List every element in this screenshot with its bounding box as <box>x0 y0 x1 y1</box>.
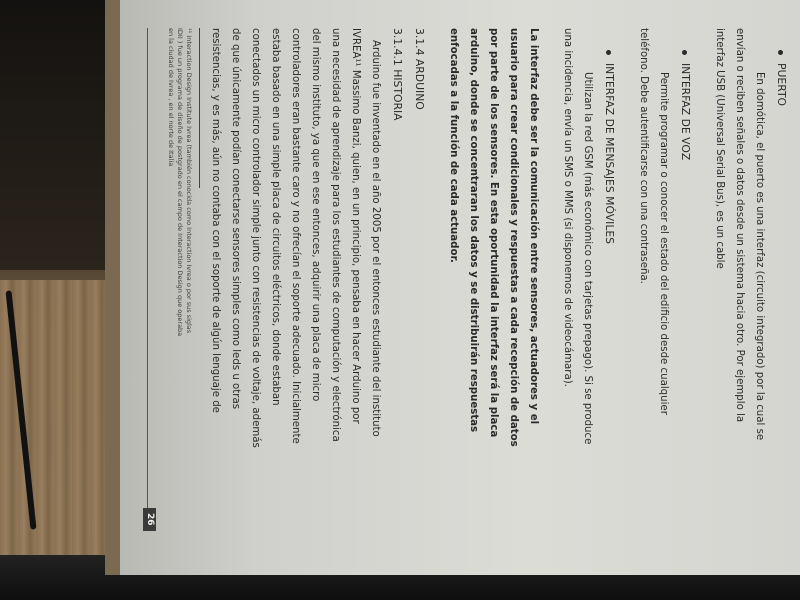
bold-paragraph-line: arduino, donde se concentraran los datos y se distribuirán respuestas <box>468 28 479 433</box>
subsection-heading: 3.1.4.1 HISTORIA <box>391 28 404 121</box>
section-heading: 3.1.4 ARDUINO <box>413 28 426 110</box>
paragraph-line: del mismo instituto, ya que en ese entonces, adquirir una placa de micro <box>310 28 321 402</box>
bold-paragraph-line: La interfaz debe ser la comunicación entre sensores, actuadores y el <box>528 28 539 425</box>
paragraph-line: conectados un micro controlador simple junto con resistencias de voltaje, además <box>250 28 261 448</box>
bottom-rule <box>147 28 148 508</box>
footnote-divider <box>199 28 200 188</box>
paragraph-line: Arduino fue inventado en el año 2005 por el entonces estudiante del instituto <box>370 40 381 437</box>
paragraph-line: envían o reciben señales o datos desde un sistema hacia otro. Por ejemplo la <box>734 28 745 423</box>
bullet-icon <box>607 50 612 55</box>
heading-interfaz-mensajes: INTERFAZ DE MENSAJES MÓVILES <box>603 50 614 244</box>
paragraph-line: una necesidad de aprendizaje para los estudiantes de computación y electrónica <box>330 28 341 442</box>
bullet-icon <box>779 50 784 55</box>
footnote-line: IDII ) fue un programa de diseño de postgrado en el campo de Interaction Design que operaba <box>176 28 184 337</box>
paragraph-line: una incidencia, envía un SMS o MMS (si disponemos de videocámara). <box>562 28 573 387</box>
heading-interfaz-voz: INTERFAZ DE VOZ <box>679 50 690 160</box>
paragraph-line: estaba basado en una simple placa de circuitos eléctricos, donde estaban <box>270 28 281 406</box>
footnote-line: ¹¹ Interaction Design Institute Ivrea (también conocida como Interaction Ivrea o por sus siglas <box>185 28 193 334</box>
paragraph-line: de que únicamente podían conectarse sensores simples como leds u otras <box>230 28 241 409</box>
bold-paragraph-line: usuario para crear condicionales y respuestas a cada recepción de datos <box>508 28 519 447</box>
paragraph-line: resistencias, y es más, aún no contaba con el soporte de algún lenguaje de <box>210 28 221 413</box>
bold-paragraph-line: enfocadas a la función de cada actuador. <box>448 28 459 263</box>
paragraph-line: Permite programar o conocer el estado del edificio desde cualquier <box>658 72 669 415</box>
page-text <box>120 0 800 575</box>
paragraph-line: Utilizan la red GSM (más económico con tarjetas prepago). Si se produce <box>582 72 593 445</box>
footnote-line: en la ciudad de Ivrea , en el norte de Italia <box>167 28 175 167</box>
paragraph-line: interfaz USB (Universal Serial Bus), es un cable <box>714 28 725 269</box>
page-number: 26 <box>143 508 156 531</box>
bold-paragraph-line: por parte de los sensores. En esta oportunidad la interfaz será la placa <box>488 28 499 438</box>
paragraph-line: En domótica, el puerto es una interfaz (circuito integrado) por la cual se <box>754 72 765 441</box>
dark-background-corner <box>0 0 120 270</box>
printed-page <box>120 0 800 575</box>
heading-puerto: PUERTO <box>775 50 786 106</box>
paragraph-line: controladores eran bastante caro y no ofrecían el soporte adecuado. Inicialmente <box>290 28 301 444</box>
paragraph-line: IVREA¹¹ Massimo Banzi, quien, en un principio, pensaba en hacer Arduino por <box>350 28 361 424</box>
paragraph-line: teléfono. Debe autentificarse con una contraseña. <box>638 28 649 284</box>
wooden-surface <box>0 280 120 560</box>
bullet-icon <box>683 50 688 55</box>
